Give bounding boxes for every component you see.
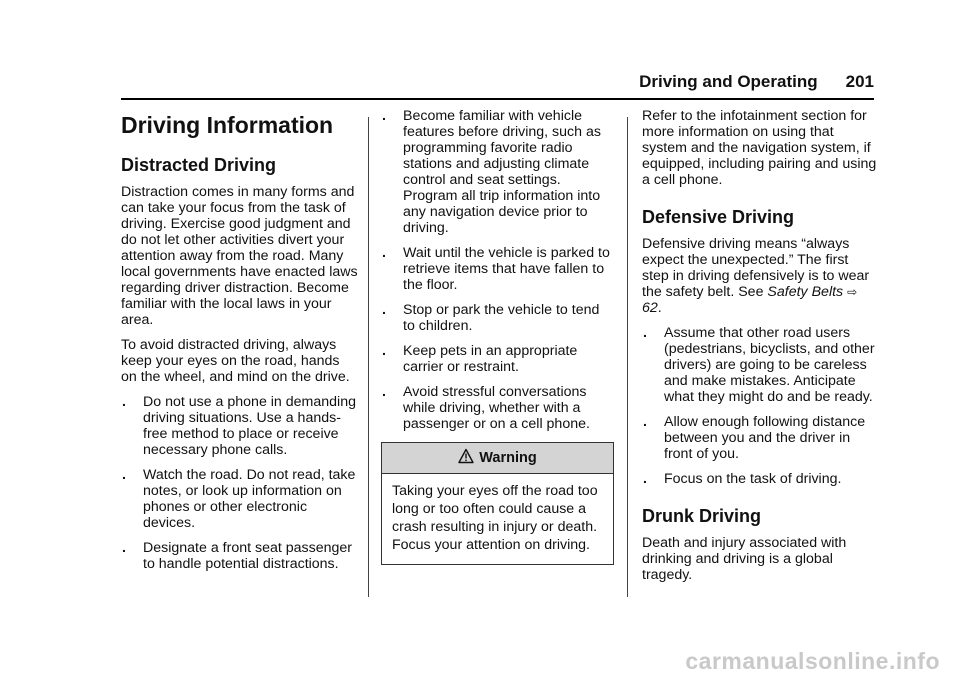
page-header	[0, 72, 874, 92]
drunk-driving-paragraph: Death and injury associated with drinking and driving is a global tragedy.	[642, 535, 847, 583]
warning-title: Warning	[479, 450, 537, 466]
list-item: . Focus on the task of driving.	[643, 471, 842, 487]
list-item: . Wait until the vehicle is parked to retrieve items that have fallen to the floor.	[382, 245, 610, 293]
header-rule	[121, 98, 874, 100]
warning-header	[382, 443, 613, 474]
safety-belts-page-ref[interactable]: 62	[642, 300, 658, 316]
list-item: . Designate a front seat passenger to handle potential distractions.	[122, 540, 353, 572]
list-item: . Avoid stressful conversations while driving, whether with a passenger or on a cell phone.	[382, 384, 590, 432]
bullet-marker: .	[382, 343, 386, 359]
column-divider-1	[368, 117, 369, 597]
distracted-driving-paragraph-2: To avoid distracted driving, always keep your eyes on the road, hands on the wheel, and mind on the drive.	[121, 337, 350, 385]
bullet-marker: .	[382, 384, 386, 400]
defensive-driving-list	[642, 325, 878, 487]
bullet-marker: .	[643, 414, 647, 430]
list-item: . Become familiar with vehicle features before driving, such as programming favorite radio stations and adjusting climate control and seat settings. Program all trip information into any navigation device prior to driving.	[382, 108, 601, 236]
page-number: 201	[845, 72, 874, 91]
safety-belts-link[interactable]: Safety Belts	[767, 284, 844, 300]
defensive-driving-heading: Defensive Driving	[642, 207, 795, 227]
infotainment-paragraph: Refer to the infotainment section for more information on using that system and the navigation system, if equipped, including pairing and using a cell phone.	[642, 108, 877, 188]
warning-text: Taking your eyes off the road too long or too often could cause a crash resulting in injury or death. Focus your attention on driving.	[392, 483, 598, 553]
bullet-marker: .	[122, 540, 126, 556]
bullet-marker: .	[382, 302, 386, 318]
bullet-marker: .	[382, 108, 386, 124]
column-2	[381, 108, 614, 565]
page-reference-icon: ⇨	[847, 285, 858, 299]
list-item: . Keep pets in an appropriate carrier or restraint.	[382, 343, 578, 375]
distracted-driving-heading: Distracted Driving	[121, 155, 277, 175]
bullet-marker: .	[122, 467, 126, 483]
list-item: . Assume that other road users (pedestrians, bicyclists, and other drivers) are going to be careless and make mistakes. Anticipate what they might do and be ready.	[643, 325, 875, 405]
bullet-marker: .	[122, 394, 126, 410]
bullet-marker: .	[643, 325, 647, 341]
column-divider-2	[627, 117, 628, 597]
bullet-marker: .	[382, 245, 386, 261]
header-section-title: Driving and Operating	[639, 72, 818, 91]
list-item: . Allow enough following distance between you and the driver in front of you.	[643, 414, 866, 462]
distracted-driving-list-1	[121, 394, 359, 572]
warning-icon	[458, 443, 474, 473]
drunk-driving-heading: Drunk Driving	[642, 506, 762, 526]
distracted-driving-list-2	[381, 108, 614, 432]
list-item: . Watch the road. Do not read, take notes, or look up information on phones or other electronic devices.	[122, 467, 356, 531]
list-item: . Stop or park the vehicle to tend to children.	[382, 302, 600, 334]
warning-box	[381, 442, 614, 565]
list-item: . Do not use a phone in demanding driving situations. Use a hands-free method to place or receive necessary phone calls.	[122, 394, 356, 458]
distracted-driving-paragraph-1: Distraction comes in many forms and can take your focus from the task of driving. Exercise good judgment and do not let other activities divert your attention away from the road. Many local governments have enacted laws regarding driver distraction. Become familiar with the local laws in your area.	[121, 184, 358, 328]
defensive-driving-paragraph: Defensive driving means “always expect the unexpected.” The first step in driving defensively is to wear the safety belt. See Safety Belts ⇨ 62.	[642, 236, 870, 316]
watermark: carmanualsonline.info	[685, 648, 940, 674]
column-1	[121, 108, 359, 581]
page-title: Driving Information	[121, 112, 334, 138]
bullet-marker: .	[643, 471, 647, 487]
column-3	[642, 108, 878, 592]
